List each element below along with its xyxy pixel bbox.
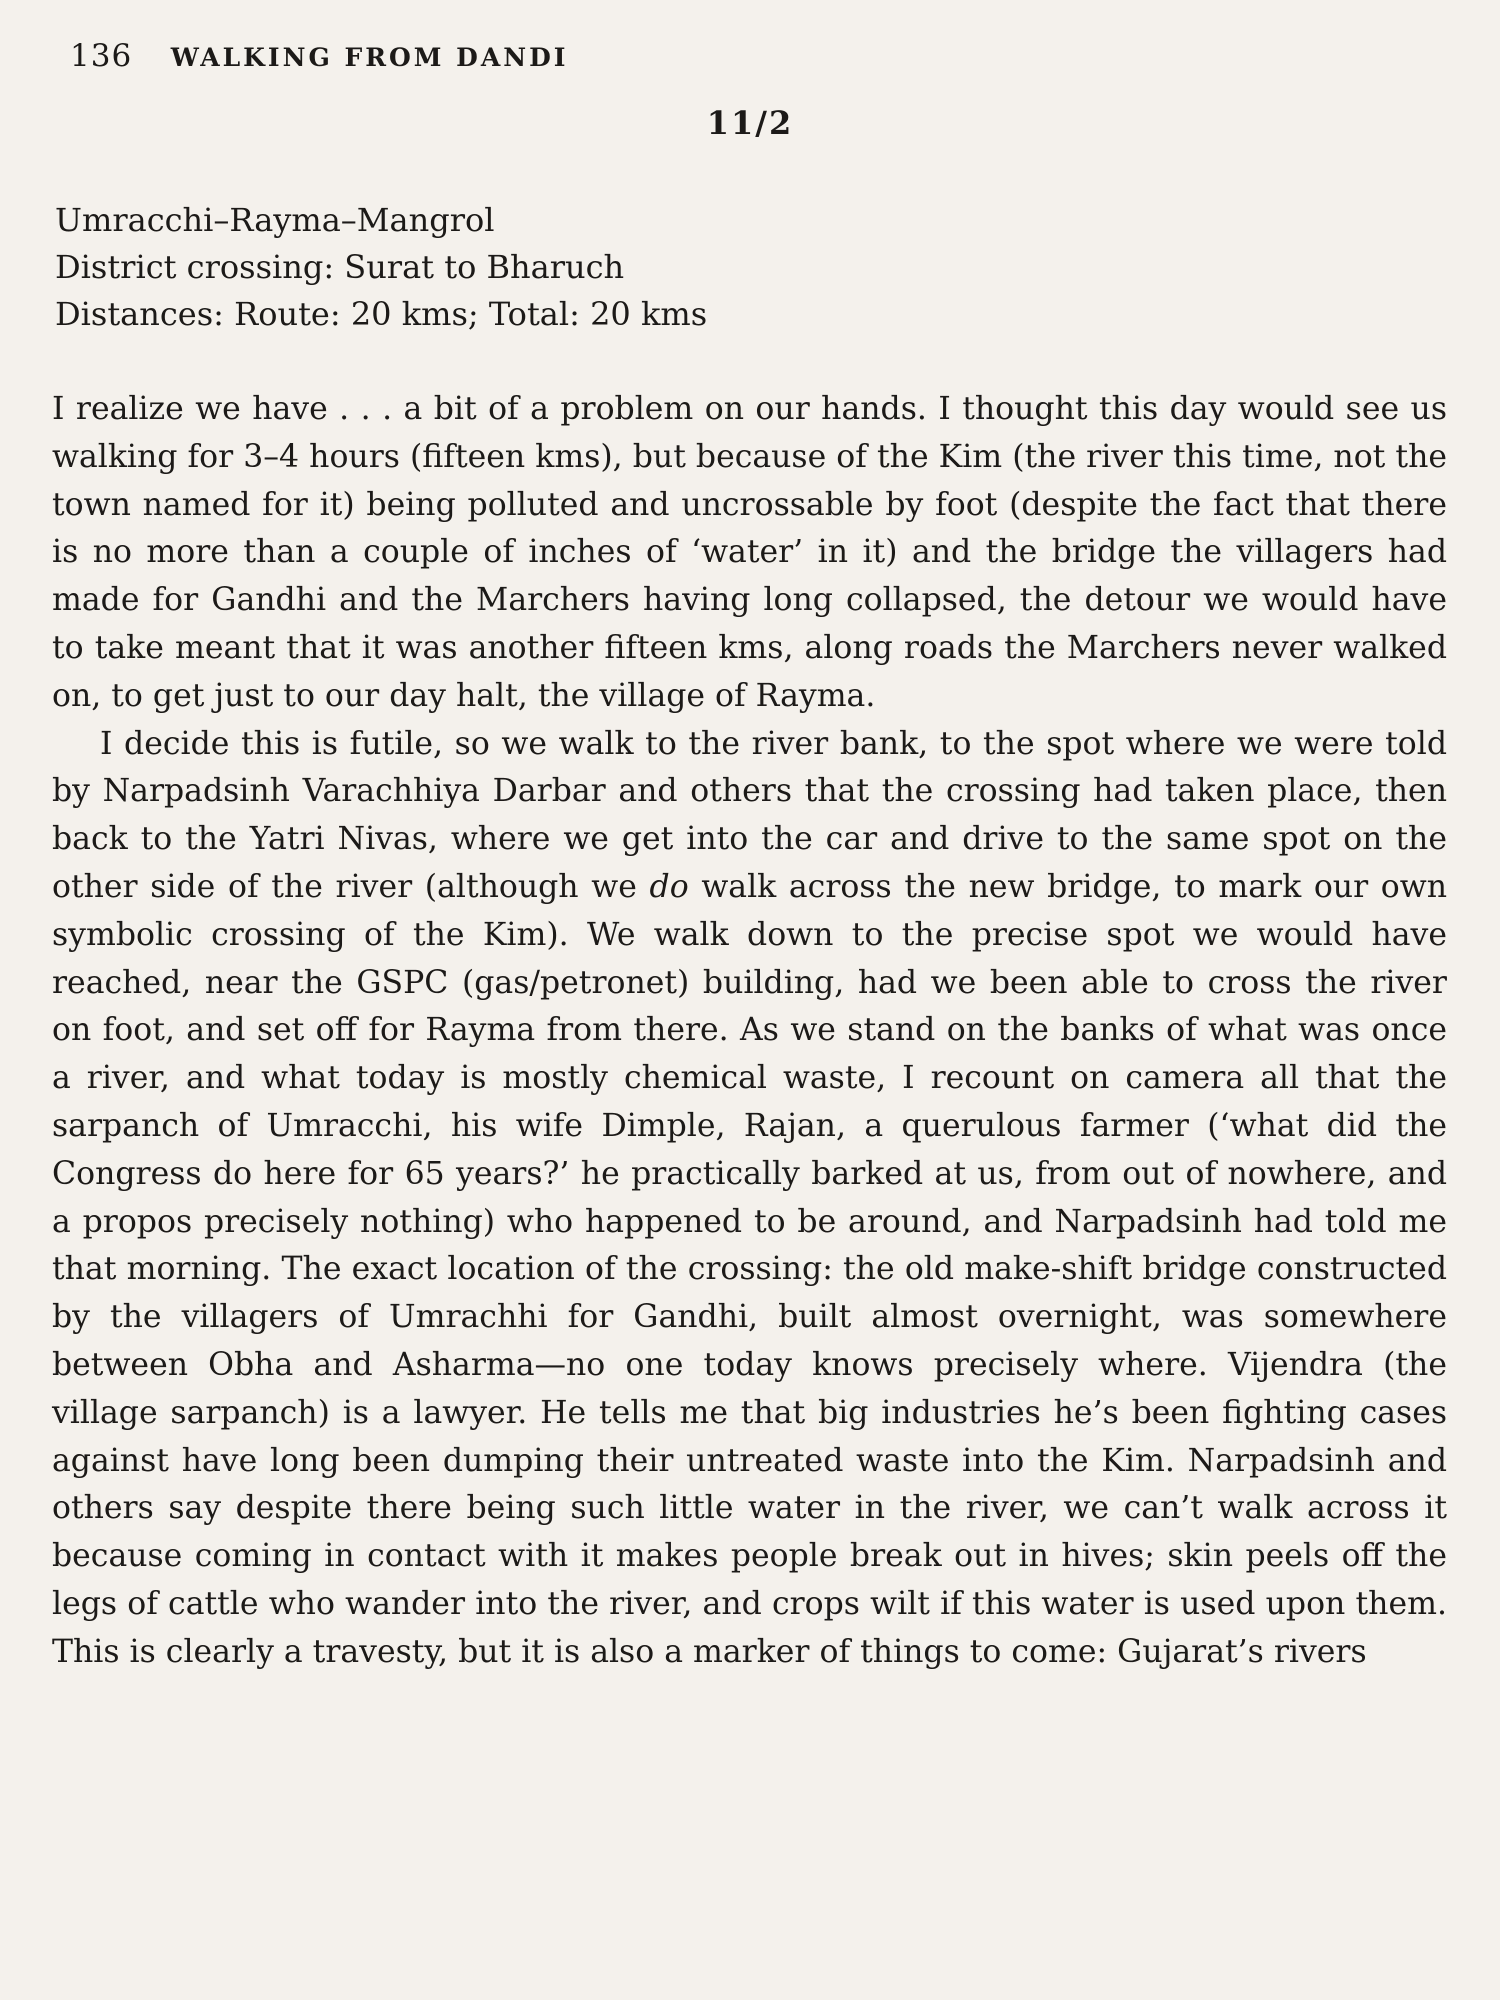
body-text — [52, 386, 1447, 1677]
entry-date-heading: 11/2 — [706, 104, 794, 142]
paragraph-1: I realize we have . . . a bit of a problem on our hands. I thought this day would see us walking for 3–4 hours (fifteen kms), but because of the Kim (the river this time, not the town named for it) being polluted and uncrossable by foot (despite the fact that there is no more than a couple of inches of ‘water’ in it) and the bridge the villagers had made for Gandhi and the Marchers having long collapsed, the detour we would have to take meant that it was another fifteen kms, along roads the Marchers never walked on, to get just to our day halt, the village of Rayma. — [52, 391, 1447, 714]
entry-metadata — [55, 197, 707, 338]
route-line: Umracchi–Rayma–Mangrol — [55, 201, 495, 239]
page-number: 136 — [70, 38, 133, 74]
paragraph-2 — [52, 721, 1447, 1677]
district-crossing-line: District crossing: Surat to Bharuch — [55, 248, 625, 286]
running-head — [70, 38, 568, 74]
paragraph-2-start: I decide this is futile, so we walk to the river bank, to the spot where we were told by Narpadsinh Varachhiya Darbar and others that the crossing had taken place, then back to the Yatri Nivas, where we get into the car and drive to the same spot on the other side of the river (although we — [52, 725, 1447, 905]
distances-line: Distances: Route: 20 kms; Total: 20 kms — [55, 295, 708, 333]
book-title: WALKING FROM DANDI — [170, 43, 569, 72]
paragraph-2-end: walk across the new bridge, to mark our own symbolic crossing of the Kim). We walk down to the precise spot we would have reached, near the GSPC (gas/petronet) building, had we been able to cross the river on foot, and set off for Rayma from there. As we stand on the banks of what was once a river, and what today is mostly chemical waste, I recount on camera all that the sarpanch of Umracchi, his wife Dimple, Rajan, a querulous farmer (‘what did the Congress do here for 65 years?’ he practically barked at us, from out of nowhere, and a propos precisely nothing) who happened to be around, and Narpadsinh had told me that morning. The exact location of the crossing: the old make-shift bridge constructed by the villagers of Umrachhi for Gandhi, built almost overnight, was somewhere between Obha and Asharma—no one today knows precisely where. Vijendra (the village sarpanch) is a lawyer. He tells me that big industries he’s been fighting cases against have long been dumping their untreated waste into the Kim. Narpadsinh and others say despite there being such little water in the river, we can’t walk across it because coming in contact with it makes people break out in hives; skin peels off the legs of cattle who wander into the river, and crops wilt if this water is used upon them. This is clearly a travesty, but it is also a marker of things to come: Gujarat’s rivers — [52, 868, 1448, 1670]
paragraph-2-emphasis: do — [649, 868, 689, 905]
